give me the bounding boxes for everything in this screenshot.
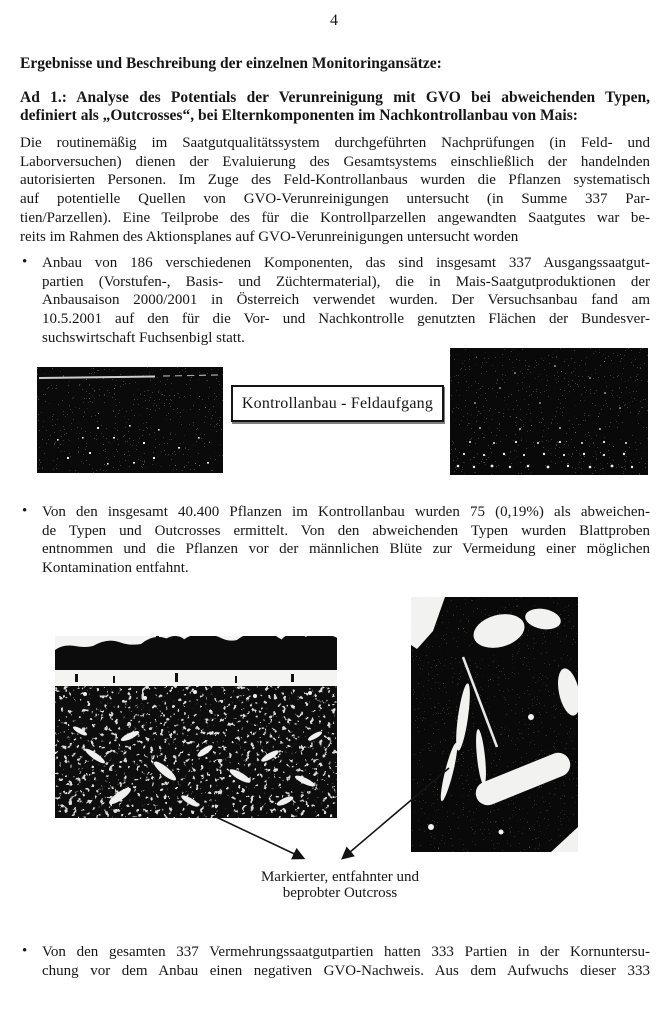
bullet-item-components bbox=[20, 254, 650, 348]
figure-label: Kontrollanbau - Feldaufgang bbox=[241, 394, 434, 412]
outcross-closeup-photo bbox=[411, 597, 578, 852]
intro-line: autorisierten Personen. Im Zuge des Feld-Kontrollanbaus wurden die Pflanzen systematisch bbox=[20, 172, 650, 189]
bullet-line: partien (Vorstufen-, Basis- und Züchtermaterial), die in Mais-Saatgutproduktionen der bbox=[42, 273, 650, 290]
bullet-marker: • bbox=[22, 503, 28, 519]
bullet-line: de Typen und Outcrosses ermittelt. Von den abweichenden Typen wurden Blattproben bbox=[42, 522, 650, 539]
intro-paragraph bbox=[20, 134, 650, 246]
bullet-line: Von den insgesamt 40.400 Pflanzen im Kontrollanbau wurden 75 (0,19%) als abweichen- bbox=[42, 504, 650, 520]
bullet-line: Anbau von 186 verschiedenen Komponenten, das sind insgesamt 337 Ausgangssaatgut- bbox=[42, 255, 650, 271]
cornfield-photo bbox=[55, 636, 337, 818]
bullet-line: suchswirtschaft Fuchsenbigl statt. bbox=[42, 329, 245, 346]
ad1-heading-line2: definiert als „Outcrosses“, bei Elternkomponenten im Nachkontrollanbau von Mais: bbox=[20, 106, 578, 124]
bullet-line: 10.5.2001 auf den für die Vor- und Nachkontrolle genutzten Flächen der Bundesver- bbox=[42, 311, 650, 328]
section-heading: Ergebnisse und Beschreibung der einzelnen Monitoringansätze: bbox=[20, 55, 442, 72]
bullet-text bbox=[42, 254, 650, 348]
bullet-line: Kontamination entfahnt. bbox=[42, 560, 189, 577]
bullet-item-vermehrung bbox=[20, 943, 650, 980]
ad1-heading bbox=[20, 89, 650, 124]
caption-line1: Markierter, entfahnter und bbox=[260, 869, 420, 885]
caption-line2: beprobter Outcross bbox=[282, 884, 398, 901]
bullet-marker: • bbox=[22, 943, 28, 959]
page-number: 4 bbox=[330, 12, 338, 29]
intro-line: auf potentielle Quellen von GVO-Verunreinigungen untersucht (in Summe 337 Par- bbox=[20, 191, 650, 208]
bullet-item-outcrosses bbox=[20, 503, 650, 578]
ad1-heading-line1: Ad 1.: Analyse des Potentials der Verunreinigung mit GVO bei abweichenden Typen, bbox=[20, 89, 650, 106]
bullet-line: Anbausaison 2000/2001 in Österreich verwendet wurden. Der Versuchsanbau fand am bbox=[42, 292, 650, 309]
figure-caption bbox=[184, 870, 496, 902]
figure-label-box bbox=[231, 385, 444, 422]
intro-line: reits im Rahmen des Aktionsplanes auf GVO-Verunreinigungen untersucht worden bbox=[20, 228, 519, 245]
bullet-text bbox=[42, 943, 650, 980]
bullet-line: chung vor dem Anbau einen negativen GVO-Nachweis. Aus dem Aufwuchs dieser 333 bbox=[42, 962, 650, 979]
intro-line: Die routinemäßig im Saatgutqualitätssystem durchgeführten Nachprüfungen (in Feld- und bbox=[20, 135, 650, 151]
intro-line: Laborversuchen) dienen der Evaluierung des Gesamtsystems einschließlich der handelnden bbox=[20, 153, 650, 170]
bullet-text bbox=[42, 503, 650, 578]
kontrollanbau-photo-left bbox=[37, 367, 223, 473]
feldaufgang-photo-right bbox=[450, 348, 648, 475]
arrow-left bbox=[214, 816, 303, 858]
intro-line: tien/Parzellen). Eine Teilprobe des für die Kontrollparzellen angewandten Saatgutes war be- bbox=[20, 209, 650, 226]
bullet-marker: • bbox=[22, 254, 28, 270]
bullet-line: entnommen und die Pflanzen vor der männlichen Blüte zur Vermeidung einer möglichen bbox=[42, 541, 650, 558]
bullet-line: Von den gesamten 337 Vermehrungssaatgutpartien hatten 333 Partien in der Kornuntersu- bbox=[42, 944, 650, 960]
